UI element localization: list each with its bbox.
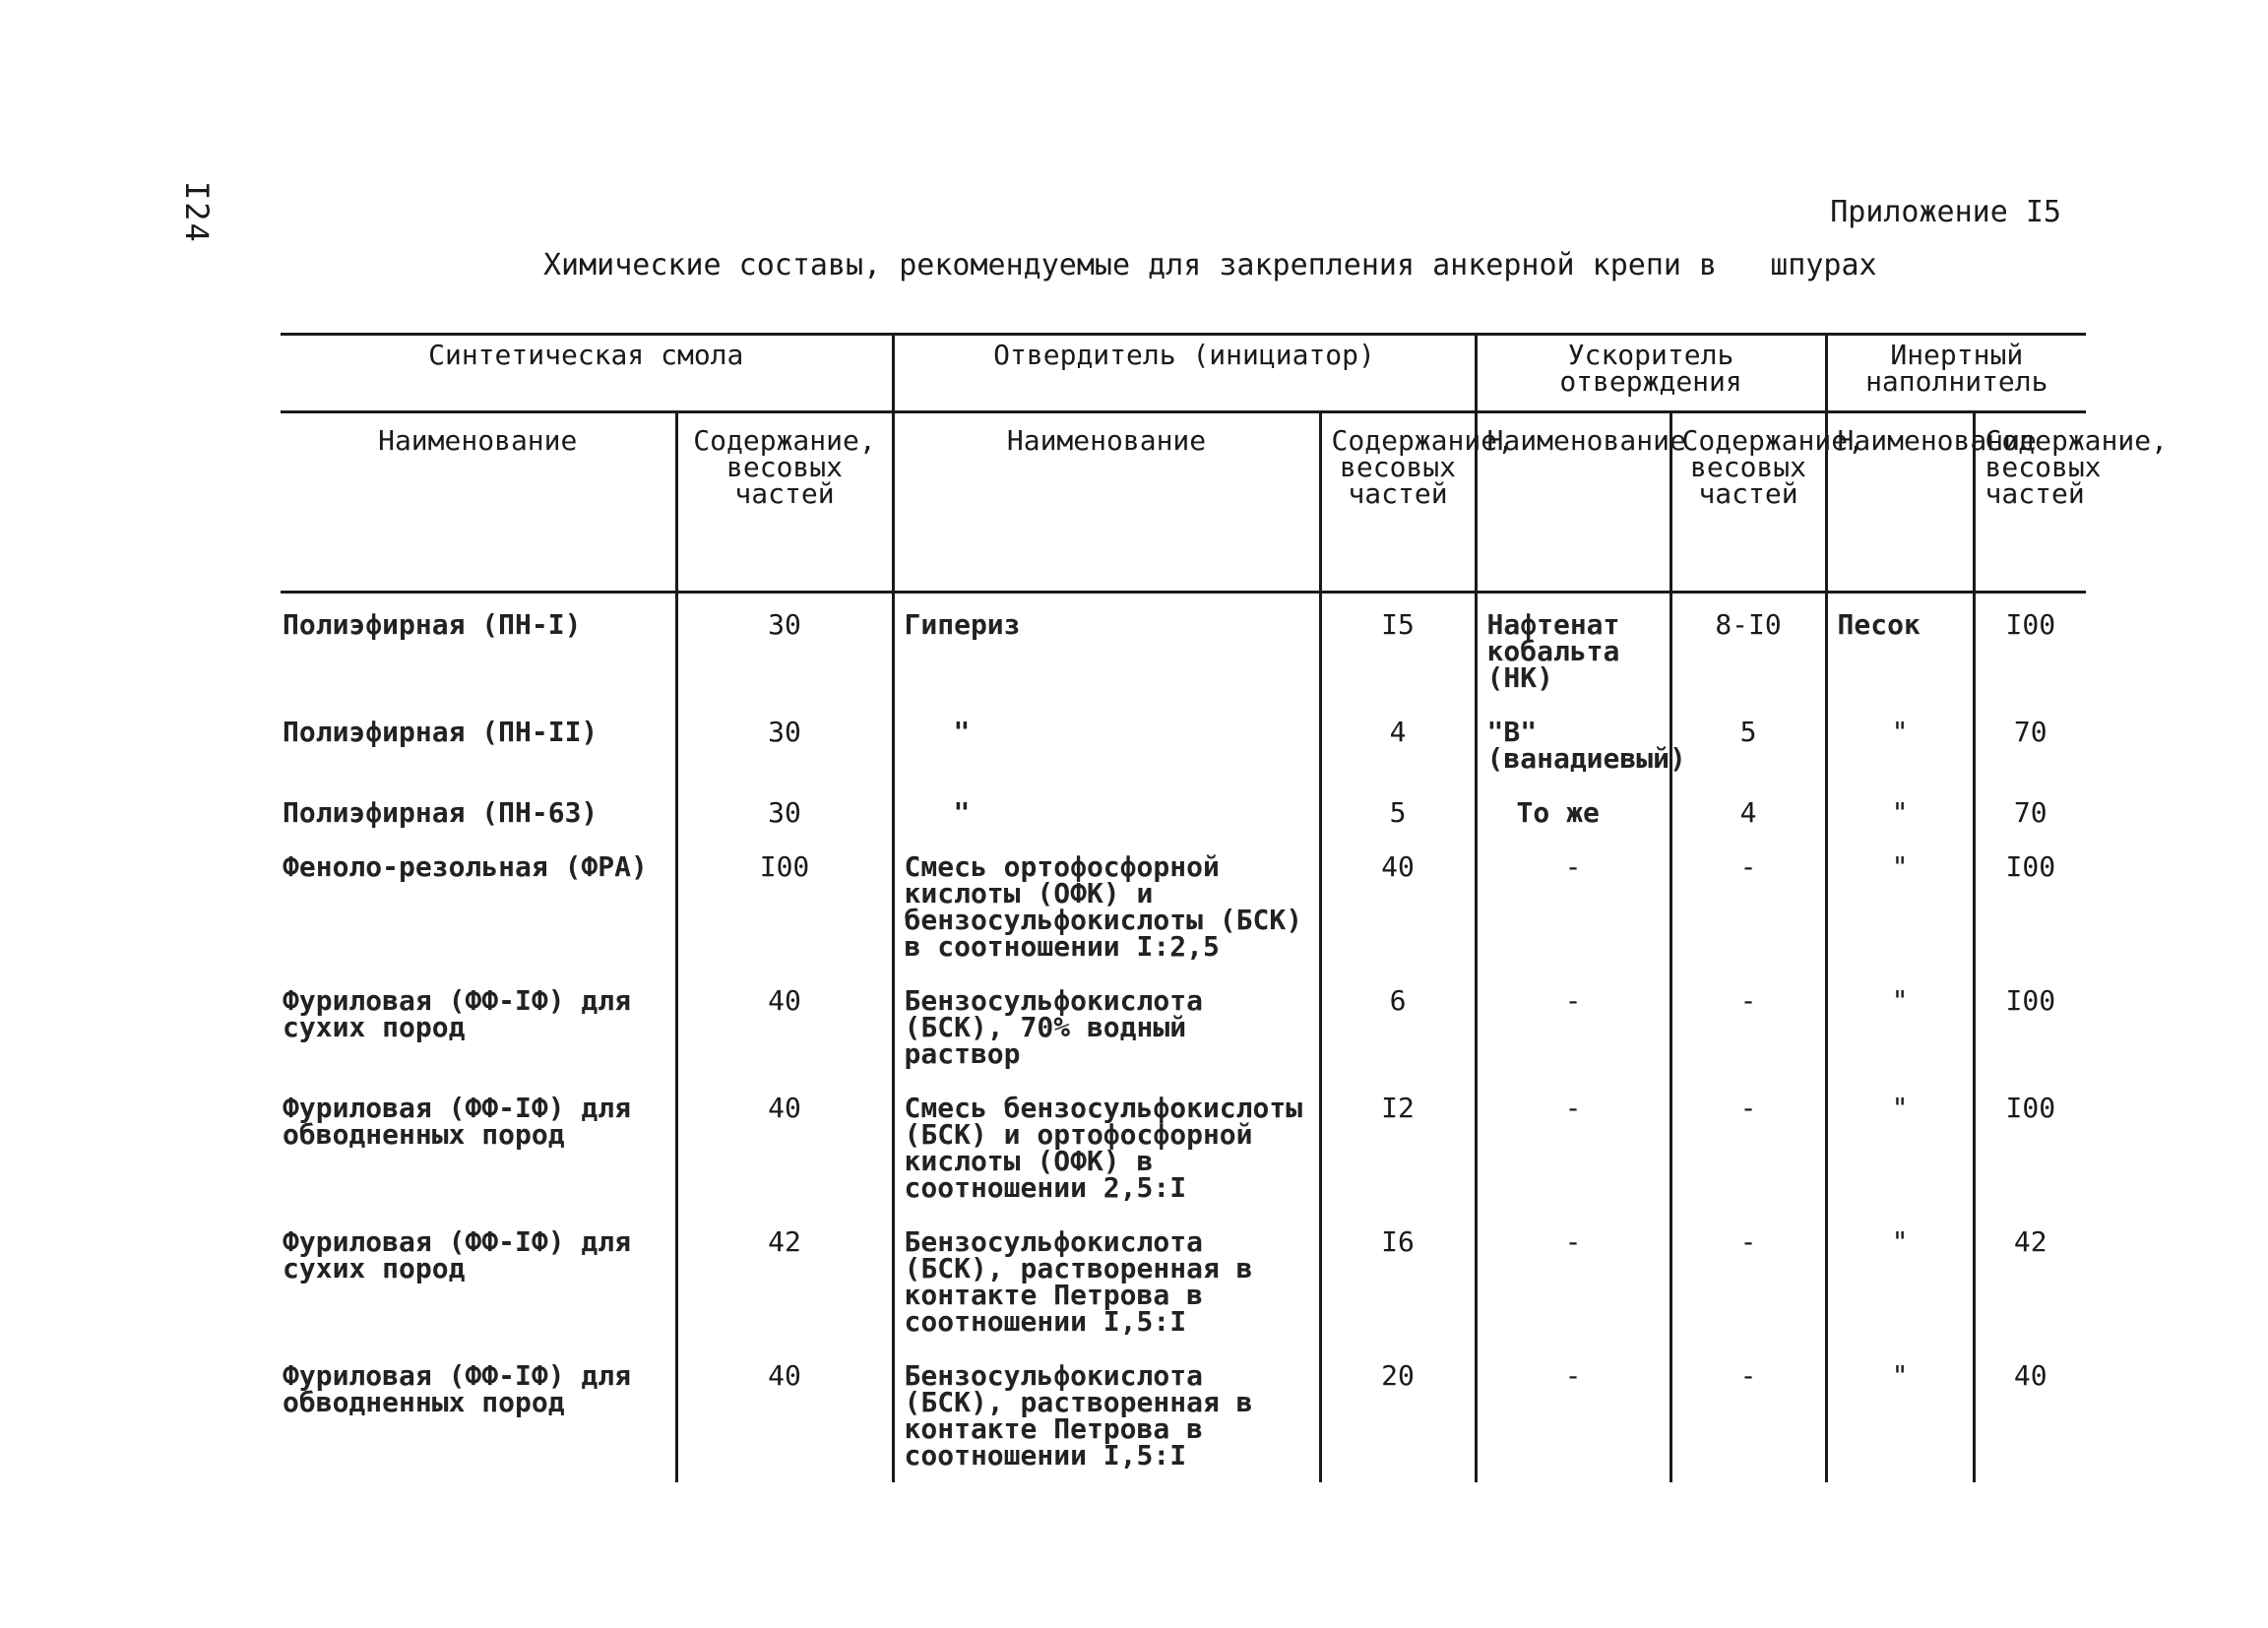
page-number: I24 xyxy=(178,181,216,244)
accelerator-name-cell: - xyxy=(1476,970,1670,1077)
accelerator-parts-cell: - xyxy=(1670,1077,1826,1211)
accelerator-parts-cell: 4 xyxy=(1670,782,1826,836)
accelerator-parts-cell: - xyxy=(1670,970,1826,1077)
table-row xyxy=(281,970,2086,1077)
hardener-parts-cell: 6 xyxy=(1320,970,1476,1077)
resin-parts-cell: 40 xyxy=(676,1345,893,1482)
resin-parts-cell: 42 xyxy=(676,1211,893,1345)
column-header-resin-name: Наименование xyxy=(281,412,676,593)
group-header-accelerator: Ускоритель отверждения xyxy=(1476,335,1826,412)
table-row xyxy=(281,1077,2086,1211)
resin-parts-cell: 30 xyxy=(676,782,893,836)
filler-name-cell: " xyxy=(1826,836,1974,970)
accelerator-name-cell: То же xyxy=(1476,782,1670,836)
accelerator-name-cell: Нафтенат кобальта (НК) xyxy=(1476,593,1670,702)
hardener-name-cell: Смесь бензосульфокислоты (БСК) и ортофосфорной кислоты (ОФК) в соотношении 2,5:I xyxy=(893,1077,1320,1211)
accelerator-parts-cell: - xyxy=(1670,836,1826,970)
filler-parts-cell: I00 xyxy=(1974,970,2086,1077)
hardener-parts-cell: I5 xyxy=(1320,593,1476,702)
hardener-name-cell: Бензосульфокислота (БСК), 70% водный раствор xyxy=(893,970,1320,1077)
accelerator-parts-cell: - xyxy=(1670,1211,1826,1345)
hardener-name-cell: Смесь ортофосфорной кислоты (ОФК) и бензосульфокислоты (БСК) в соотношении I:2,5 xyxy=(893,836,1320,970)
accelerator-name-cell: - xyxy=(1476,836,1670,970)
hardener-parts-cell: 5 xyxy=(1320,782,1476,836)
filler-parts-cell: I00 xyxy=(1974,1077,2086,1211)
table-row xyxy=(281,782,2086,836)
resin-name-cell: Полиэфирная (ПН-I) xyxy=(283,608,582,641)
filler-name-cell: " xyxy=(1826,701,1974,782)
resin-name-cell: Фуриловая (ФФ-IФ) для сухих пород xyxy=(283,984,632,1043)
column-header-resin-content: Содержание, весовых частей xyxy=(676,412,893,593)
accelerator-name-cell: "В" (ванадиевый) xyxy=(1476,701,1670,782)
accelerator-parts-cell: - xyxy=(1670,1345,1826,1482)
filler-name-cell: " xyxy=(1826,1211,1974,1345)
group-header-resin: Синтетическая смола xyxy=(281,335,893,412)
table-row xyxy=(281,1345,2086,1482)
accelerator-name-cell: - xyxy=(1476,1077,1670,1211)
hardener-parts-cell: I2 xyxy=(1320,1077,1476,1211)
filler-parts-cell: 42 xyxy=(1974,1211,2086,1345)
filler-name-cell: " xyxy=(1826,970,1974,1077)
resin-name-cell: Фуриловая (ФФ-IФ) для обводненных пород xyxy=(283,1092,632,1151)
resin-parts-cell: 30 xyxy=(676,701,893,782)
filler-name-cell: " xyxy=(1826,1345,1974,1482)
filler-parts-cell: I00 xyxy=(1974,593,2086,702)
table-row xyxy=(281,701,2086,782)
hardener-parts-cell: I6 xyxy=(1320,1211,1476,1345)
hardener-parts-cell: 40 xyxy=(1320,836,1476,970)
column-header-filler-content: Содержание, весовых частей xyxy=(1974,412,2086,593)
filler-name-cell: Песок xyxy=(1826,593,1974,702)
hardener-name-cell: " xyxy=(893,701,1320,782)
column-header-accelerator-content: Содержание, весовых частей xyxy=(1670,412,1826,593)
resin-parts-cell: 40 xyxy=(676,1077,893,1211)
hardener-name-cell: Гипериз xyxy=(893,593,1320,702)
table-row xyxy=(281,593,2086,702)
column-header-hardener-name: Наименование xyxy=(893,412,1320,593)
accelerator-name-cell: - xyxy=(1476,1345,1670,1482)
resin-parts-cell: 40 xyxy=(676,970,893,1077)
hardener-name-cell: Бензосульфокислота (БСК), растворенная в контакте Петрова в соотношении I,5:I xyxy=(893,1345,1320,1482)
filler-parts-cell: 70 xyxy=(1974,701,2086,782)
table-row xyxy=(281,1211,2086,1345)
hardener-name-cell: Бензосульфокислота (БСК), растворенная в контакте Петрова в соотношении I,5:I xyxy=(893,1211,1320,1345)
filler-name-cell: " xyxy=(1826,782,1974,836)
filler-parts-cell: I00 xyxy=(1974,836,2086,970)
appendix-label: Приложение I5 xyxy=(1830,195,2061,229)
filler-parts-cell: 70 xyxy=(1974,782,2086,836)
accelerator-parts-cell: 5 xyxy=(1670,701,1826,782)
column-header-accelerator-name: Наименование xyxy=(1476,412,1670,593)
resin-name-cell: Полиэфирная (ПН-II) xyxy=(283,716,598,748)
resin-name-cell: Фуриловая (ФФ-IФ) для сухих пород xyxy=(283,1225,632,1284)
hardener-parts-cell: 20 xyxy=(1320,1345,1476,1482)
table-row xyxy=(281,836,2086,970)
resin-parts-cell: 30 xyxy=(676,593,893,702)
resin-name-cell: Феноло-резольная (ФРА) xyxy=(283,850,648,883)
filler-name-cell: " xyxy=(1826,1077,1974,1211)
resin-name-cell: Полиэфирная (ПН-63) xyxy=(283,796,598,829)
group-header-hardener: Отвердитель (инициатор) xyxy=(893,335,1476,412)
group-header-filler: Инертный наполнитель xyxy=(1826,335,2086,412)
hardener-parts-cell: 4 xyxy=(1320,701,1476,782)
chemical-compositions-table xyxy=(281,333,2168,1482)
column-header-filler-name: Наименование xyxy=(1826,412,1974,593)
hardener-name-cell: " xyxy=(893,782,1320,836)
document-title: Химические составы, рекомендуемые для закрепления анкерной крепи в шпурах xyxy=(543,248,1877,282)
filler-parts-cell: 40 xyxy=(1974,1345,2086,1482)
accelerator-parts-cell: 8-I0 xyxy=(1670,593,1826,702)
accelerator-name-cell: - xyxy=(1476,1211,1670,1345)
resin-parts-cell: I00 xyxy=(676,836,893,970)
resin-name-cell: Фуриловая (ФФ-IФ) для обводненных пород xyxy=(283,1359,632,1418)
column-header-hardener-content: Содержание, весовых частей xyxy=(1320,412,1476,593)
